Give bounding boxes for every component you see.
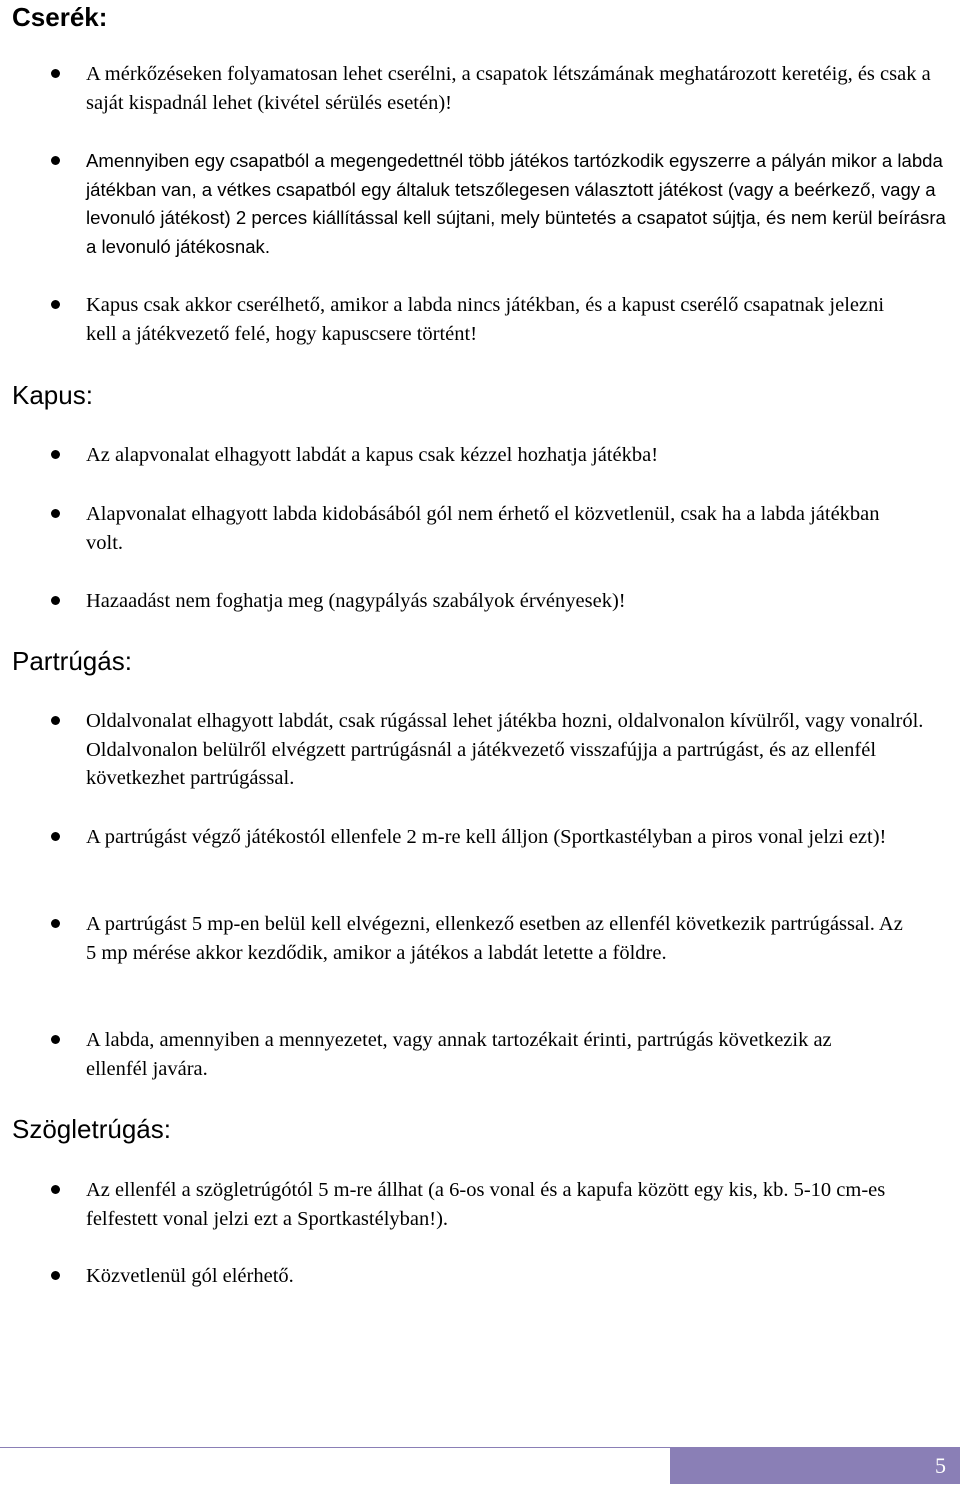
bullet-icon bbox=[51, 596, 60, 605]
list-item-text: A partrúgást 5 mp-en belül kell elvégezni, ellenkező esetben az ellenfél következik partrúgással. Az 5 mp mérése akkor kezdődik, amikor a játékos a labdát letette a földre. bbox=[86, 913, 903, 964]
bullet-icon bbox=[51, 69, 60, 78]
bullet-icon bbox=[51, 450, 60, 459]
section-heading-szogletrugas: Szögletrúgás: bbox=[12, 1114, 171, 1144]
list-item-text: Közvetlenül gól elérhető. bbox=[86, 1265, 294, 1287]
list-item-text: A partrúgást végző játékostól ellenfele 2 m-re kell álljon (Sportkastélyban a piros vonal jelzi ezt)! bbox=[86, 826, 887, 848]
bullet-icon bbox=[51, 1271, 60, 1280]
section-heading-cserek: Cserék: bbox=[12, 2, 108, 32]
list-item-text: Hazaadást nem foghatja meg (nagypályás szabályok érvényesek)! bbox=[86, 590, 626, 612]
section-heading-kapus: Kapus: bbox=[12, 380, 93, 410]
bullet-icon bbox=[51, 716, 60, 725]
bullet-icon bbox=[51, 832, 60, 841]
bullet-icon bbox=[51, 156, 60, 165]
list-item-text: Amennyiben egy csapatból a megengedettnél több játékos tartózkodik egyszerre a pályán mikor a labda játékban van, a vétkes csapatból egy általuk tetszőlegesen választott játékost (vagy a beérkező, vagy a levonuló játékost) 2 perces kiállítással kell sújtani, mely büntetés a csapatot sújtja, és nem kerül beírásra a levonuló játékosnak. bbox=[86, 150, 946, 258]
list-item-text: Az ellenfél a szögletrúgótól 5 m-re állhat (a 6-os vonal és a kapufa között egy kis, kb. 5-10 cm-es felfestett vonal jelzi ezt a Sportkastélyban!). bbox=[86, 1179, 886, 1230]
list-item-text: Oldalvonalat elhagyott labdát, csak rúgással lehet játékba hozni, oldalvonalon kívülről, vagy vonalról. Oldalvonalon belülről elvégzett partrúgásnál a játékvezető visszafújja a partrúgást, és az ellenfél következhet partrúgással. bbox=[86, 710, 924, 790]
section-heading-partrugas: Partrúgás: bbox=[12, 646, 132, 676]
bullet-icon bbox=[51, 509, 60, 518]
bullet-icon bbox=[51, 1185, 60, 1194]
list-item-text: Alapvonalat elhagyott labda kidobásából gól nem érhető el közvetlenül, csak ha a labda játékban volt. bbox=[86, 503, 880, 554]
page-number: 5 bbox=[935, 1453, 946, 1478]
list-item-text: Az alapvonalat elhagyott labdát a kapus csak kézzel hozhatja játékba! bbox=[86, 444, 659, 466]
bullet-icon bbox=[51, 919, 60, 928]
list-item-text: A labda, amennyiben a mennyezetet, vagy annak tartozékait érinti, partrúgás következik az ellenfél javára. bbox=[86, 1029, 832, 1080]
footer-bar bbox=[670, 1448, 960, 1484]
list-item-text: A mérkőzéseken folyamatosan lehet cserélni, a csapatok létszámának meghatározott keretéig, és csak a saját kispadnál lehet (kivétel sérülés esetén)! bbox=[86, 63, 931, 114]
bullet-icon bbox=[51, 300, 60, 309]
list-item-text: Kapus csak akkor cserélhető, amikor a labda nincs játékban, és a kapust cserélő csapatnak jelezni kell a játékvezető felé, hogy kapuscsere történt! bbox=[86, 294, 885, 345]
bullet-icon bbox=[51, 1035, 60, 1044]
